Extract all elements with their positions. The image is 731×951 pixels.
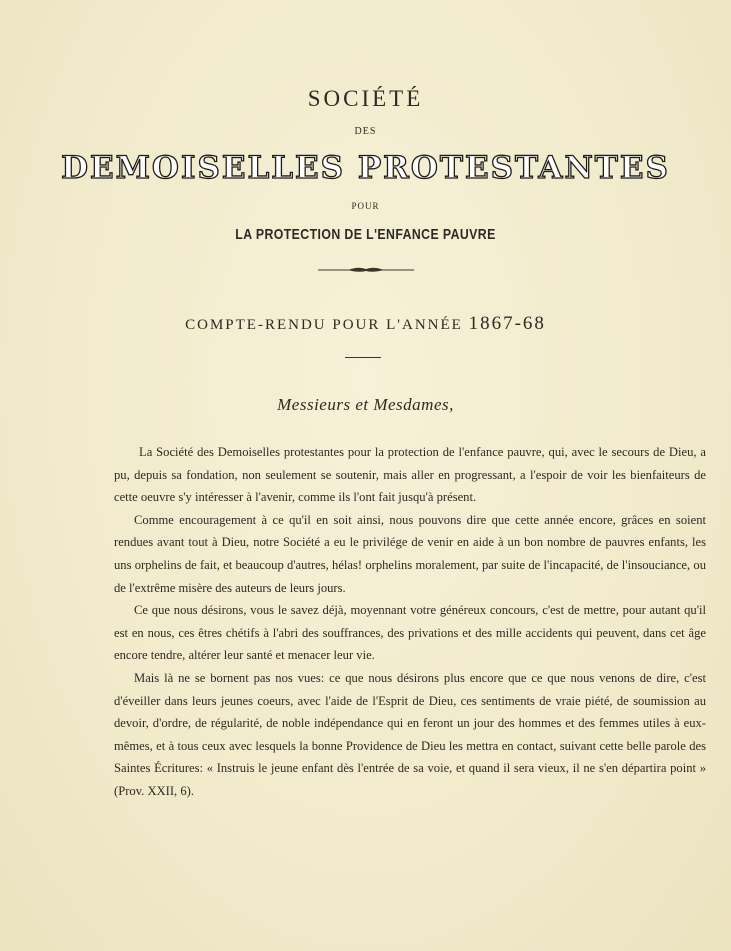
society-name: DEMOISELLES PROTESTANTES: [61, 150, 670, 186]
paragraph-3: Ce que nous désirons, vous le savez déjà, moyennant votre généreux concours, c'est de mettre, pour autant qu'il est en nous, ces êtres chétifs à l'abri des souffrances, des privations et des mille accidents qui peuvent, dans cet âge encore tendre, altérer leur santé et menacer leur vie.: [114, 603, 706, 663]
society-title: SOCIÉTÉ: [307, 86, 424, 111]
pour-label: POUR: [351, 201, 380, 211]
society-subtitle: LA PROTECTION DE L'ENFANCE PAUVRE: [235, 226, 496, 243]
report-year: 1867-68: [468, 313, 546, 334]
salutation: Messieurs et Mesdames,: [277, 395, 454, 414]
paragraph-2: Comme encouragement à ce qu'il en soit ainsi, nous pouvons dire que cette année encore, grâces en soient rendues avant tout à Dieu, notre Société a eu le privilége de venir en aide à un bon nombre de pauvres enfants, les uns orphelins de fait, et beaucoup d'autres, hélas! orphelins moralement, par suite de l'incapacité, de l'insouciance, ou de l'extrême misère des auteurs de leurs jours.: [114, 512, 706, 595]
paragraph-4: Mais là ne se bornent pas nos vues: ce que nous désirons plus encore que ce que nous venons de dire, c'est d'éveiller dans leurs jeunes coeurs, avec l'aide de l'Esprit de Dieu, ces sentiments de vraie piété, de soumission au devoir, d'ordre, de régularité, de noble indépendance qui en feront un jour des hommes et des femmes utiles à eux-mêmes, et à tous ceux avec lesquels la bonne Providence de Dieu les mettra en contact, suivant cette belle parole des Saintes Écritures: « Instruis le jeune enfant dès l'entrée de sa voie, et quand il sera vieux, il ne s'en départira point » (Prov. XXII, 6).: [114, 670, 706, 798]
letter-body: [114, 441, 706, 803]
paragraph-1: La Société des Demoiselles protestantes pour la protection de l'enfance pauvre, qui, avec le secours de Dieu, a pu, depuis sa fondation, non seulement se soutenir, mais aller en progressant, a l'espoir de voir les bienfaiteurs de cette oeuvre s'y intéresser à l'avenir, comme ils l'ont fait jusqu'à présent.: [114, 445, 706, 505]
report-heading: [0, 313, 731, 335]
ornament-divider: [318, 265, 414, 274]
short-divider: [345, 357, 381, 358]
des-label: DES: [354, 126, 377, 137]
report-label: COMPTE-RENDU POUR L'ANNÉE: [185, 317, 463, 333]
